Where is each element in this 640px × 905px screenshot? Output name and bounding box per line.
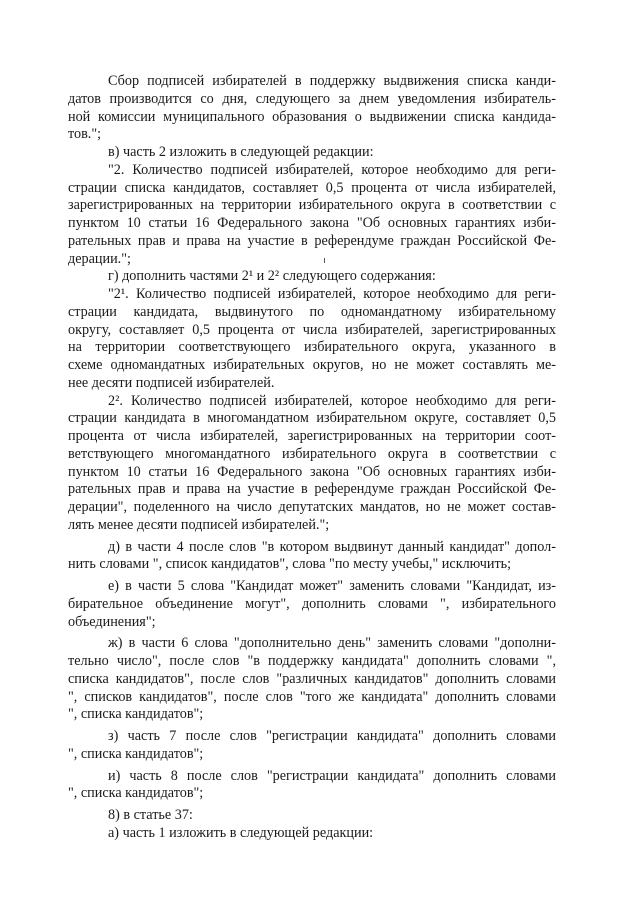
text-line: рательных прав и права на участие в референдуме граждан Российской Фе-: [68, 232, 556, 249]
text-line: 8) в статье 37:: [108, 807, 193, 823]
text-line: округу, составляет 0,5 процента от числа избирателей, зарегистрированных: [68, 321, 556, 338]
paragraph-item-8: [68, 807, 556, 825]
text-line: а) часть 1 изложить в следующей редакции:: [108, 824, 374, 841]
paragraph-item-z: [68, 728, 556, 764]
text-line: нее десяти подписей избирателей.: [68, 374, 275, 391]
text-line: страции кандидата, выдвинутого по одномандатному избирательному: [68, 303, 556, 320]
paragraph-part-2: [68, 162, 556, 269]
text-line: г) дополнить частями 2¹ и 2² следующего содержания:: [108, 268, 436, 285]
text-line: тельно число", после слов "в поддержку кандидата" дополнить словами ",: [68, 653, 556, 669]
text-line: пунктом 10 статьи 16 Федерального закона "Об основных гарантиях изби-: [68, 463, 556, 480]
text-line: ", списка кандидатов";: [68, 706, 204, 723]
text-line: рательных прав и права на участие в референдуме граждан Российской Фе-: [68, 481, 556, 498]
paragraph-signature-collection: [68, 73, 556, 144]
text-line: датов производится со дня, следующего за днем уведомления избиратель-: [68, 90, 556, 107]
paragraph-item-d: [68, 539, 556, 575]
paragraph-item-zh: [68, 635, 556, 724]
text-line: д) в части 4 после слов "в котором выдвинут данный кандидат" допол-: [108, 538, 556, 555]
document-body: [68, 73, 556, 843]
paragraph-item-a: [68, 825, 556, 843]
text-line: на территории соответствующего избирательного округа, указанного в: [68, 339, 556, 356]
text-line: ", списков кандидатов", после слов "того же кандидата" дополнить словами: [68, 688, 556, 705]
text-line: е) в части 5 слова "Кандидат может" заменить словами "Кандидат, из-: [108, 578, 556, 594]
paragraph-item-g: [68, 268, 556, 286]
text-line: страции списка кандидатов, составляет 0,5 процента от числа избирателей,: [68, 179, 556, 196]
text-line: ", списка кандидатов";: [68, 745, 204, 762]
text-line: тов.";: [68, 126, 102, 143]
text-line: з) часть 7 после слов "регистрации кандидата" дополнить словами: [108, 728, 556, 744]
paragraph-item-i: [68, 768, 556, 804]
scan-mark: [324, 258, 325, 263]
text-line: страции кандидата в многомандатном избирательном округе, составляет 0,5: [68, 410, 556, 427]
text-line: лять менее десяти подписей избирателей.";: [68, 516, 330, 533]
text-line: списка кандидатов", после слов "различных кандидатов" дополнить словами: [68, 670, 556, 687]
text-line: в) часть 2 изложить в следующей редакции:: [108, 144, 374, 160]
paragraph-part-2-2: [68, 393, 556, 535]
text-line: ной комиссии муниципального образования о выдвижении списка кандида-: [68, 108, 556, 125]
text-line: пунктом 10 статьи 16 Федерального закона "Об основных гарантиях изби-: [68, 215, 556, 231]
text-line: дерации", поделенного на число депутатских мандатов, но не может состав-: [68, 499, 556, 515]
text-line: ветствующего многомандатного избирательного округа в соответствии с: [68, 445, 556, 462]
text-line: нить словами ", список кандидатов", слова "по месту учебы," исключить;: [68, 556, 512, 573]
text-line: схеме одномандатных избирательных округов, но не может составлять ме-: [68, 357, 556, 373]
text-line: Сбор подписей избирателей в поддержку выдвижения списка канди-: [108, 73, 556, 89]
text-line: процента от числа избирателей, зарегистрированных на территории соот-: [68, 428, 556, 444]
text-line: бирательное объединение могут", дополнить словами ", избирательного: [68, 595, 556, 612]
text-line: ж) в части 6 слова "дополнительно день" заменить словами "дополни-: [108, 635, 556, 652]
text-line: объединения";: [68, 613, 156, 630]
text-line: дерации.";: [68, 250, 131, 267]
text-line: и) часть 8 после слов "регистрации кандидата" дополнить словами: [108, 767, 556, 784]
paragraph-item-v: [68, 144, 556, 162]
text-line: 2². Количество подписей избирателей, которое необходимо для реги-: [108, 392, 556, 409]
text-line: "2. Количество подписей избирателей, которое необходимо для реги-: [108, 161, 556, 178]
paragraph-item-e: [68, 578, 556, 631]
paragraph-part-2-1: [68, 286, 556, 393]
text-line: ", списка кандидатов";: [68, 785, 204, 802]
text-line: "2¹. Количество подписей избирателей, которое необходимо для реги-: [108, 286, 556, 302]
text-line: зарегистрированных на территории избирательного округа в соответствии с: [68, 197, 556, 214]
